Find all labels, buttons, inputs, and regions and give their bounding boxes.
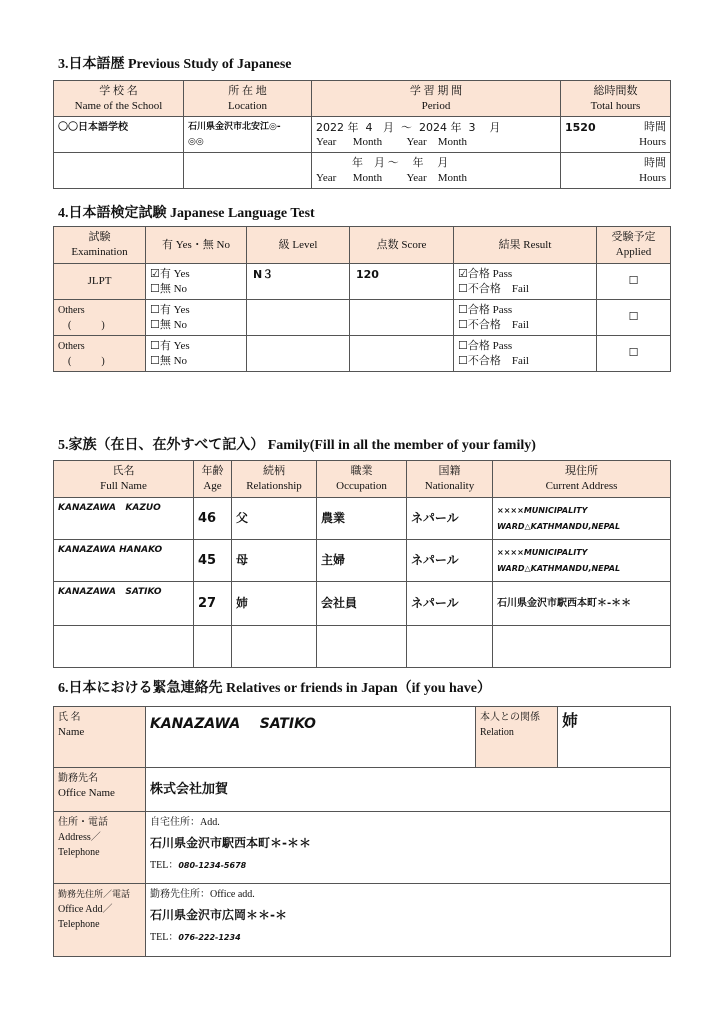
result-options[interactable] [454, 264, 597, 300]
fail-checkbox[interactable]: ☐不合格 Fail [458, 282, 529, 295]
result-options-2[interactable] [454, 300, 597, 336]
office-name-label: 勤務先名 Office Name [54, 768, 146, 812]
office-address-cell [146, 884, 671, 957]
family-nationality-field[interactable]: ネパール [407, 498, 493, 540]
header-level: 級 Level [247, 227, 350, 264]
yes-no-options-2[interactable] [146, 300, 247, 336]
header-nationality: 国籍 Nationality [407, 461, 493, 498]
header-current-address: 現住所 Current Address [493, 461, 671, 498]
level-field-3[interactable] [247, 336, 350, 372]
yes-checkbox[interactable]: ☐有 Yes [150, 303, 190, 316]
office-tel-row: TEL：076-222-1234 [150, 932, 241, 943]
office-address-label: 勤務先住所／電話 Office Add／ Telephone [54, 884, 146, 957]
yes-no-options-3[interactable] [146, 336, 247, 372]
section-3-title: 3.日本語歴 Previous Study of Japanese [58, 57, 292, 72]
applied-checkbox[interactable]: ☐ [597, 264, 671, 300]
score-field-3[interactable] [350, 336, 454, 372]
school-location-field-2[interactable] [184, 153, 312, 189]
family-nationality-field-4[interactable] [407, 626, 493, 668]
pass-checkbox[interactable]: ☑合格 Pass [458, 267, 513, 280]
family-occupation-field-4[interactable] [317, 626, 407, 668]
fail-checkbox[interactable]: ☐不合格 Fail [458, 318, 529, 331]
no-checkbox[interactable]: ☐無 No [150, 318, 188, 331]
total-hours-field-2[interactable]: 時間 Hours [561, 153, 671, 189]
family-name-field-3[interactable]: KANAZAWA SATIKO [54, 582, 194, 626]
header-full-name: 氏名 Full Name [54, 461, 194, 498]
header-exam: 試験 Examination [54, 227, 146, 264]
office-address-field[interactable]: 石川県金沢市広岡＊＊-＊ [150, 908, 287, 922]
family-address-field-4[interactable] [493, 626, 671, 668]
office-name-field[interactable]: 株式会社加賀 [146, 768, 671, 812]
header-total-hours: 総時間数 Total hours [561, 81, 671, 117]
header-score: 点数 Score [350, 227, 454, 264]
header-result: 結果 Result [454, 227, 597, 264]
header-period: 学 習 期 間 Period [312, 81, 561, 117]
home-tel-field[interactable]: 080-1234-5678 [178, 861, 247, 870]
header-occupation: 職業 Occupation [317, 461, 407, 498]
family-address-field-2[interactable]: ××××MUNICIPALITY WARD△KATHMANDU,NEPAL [493, 540, 671, 582]
level-field-2[interactable] [247, 300, 350, 336]
home-address-caption: 自宅住所：Add. [150, 817, 220, 828]
no-checkbox[interactable]: ☐無 No [150, 354, 188, 367]
family-age-field[interactable]: 46 [194, 498, 232, 540]
fail-checkbox[interactable]: ☐不合格 Fail [458, 354, 529, 367]
family-relationship-field-3[interactable]: 姉 [232, 582, 317, 626]
level-field[interactable]: N３ [247, 264, 350, 300]
exam-label-others-2: Others ( ) [54, 336, 146, 372]
family-address-field-3[interactable]: 石川県金沢市駅西本町＊-＊＊ [493, 582, 671, 626]
study-history-table [53, 80, 671, 189]
relation-label: 本人との関係 Relation [476, 707, 558, 768]
school-name-field[interactable]: 〇〇日本語学校 [54, 117, 184, 153]
header-applied: 受験予定 Applied [597, 227, 671, 264]
family-nationality-field-2[interactable]: ネパール [407, 540, 493, 582]
section-6-title: 6.日本における緊急連絡先 Relatives or friends in Japan（if you have） [58, 681, 491, 696]
home-address-cell [146, 812, 671, 884]
family-name-field-2[interactable]: KANAZAWA HANAKO [54, 540, 194, 582]
yes-checkbox[interactable]: ☐有 Yes [150, 339, 190, 352]
family-age-field-2[interactable]: 45 [194, 540, 232, 582]
language-test-table [53, 226, 671, 372]
no-checkbox[interactable]: ☐無 No [150, 282, 188, 295]
applied-checkbox-2[interactable]: ☐ [597, 300, 671, 336]
yes-no-options[interactable] [146, 264, 247, 300]
header-age: 年齢 Age [194, 461, 232, 498]
address-label: 住所・電話 Address／ Telephone [54, 812, 146, 884]
relation-field[interactable]: 姉 [558, 707, 671, 768]
section-4-title: 4.日本語検定試験 Japanese Language Test [58, 206, 315, 221]
family-name-field[interactable]: KANAZAWA KAZUO [54, 498, 194, 540]
family-relationship-field-2[interactable]: 母 [232, 540, 317, 582]
name-label: 氏 名 Name [54, 707, 146, 768]
school-name-field-2[interactable] [54, 153, 184, 189]
pass-checkbox[interactable]: ☐合格 Pass [458, 303, 513, 316]
home-tel-row: TEL：080-1234-5678 [150, 860, 247, 871]
family-relationship-field-4[interactable] [232, 626, 317, 668]
family-table [53, 460, 671, 668]
section-5-title: 5.家族（在日、在外すべて記入） Family(Fill in all the member of your family) [58, 438, 536, 453]
score-field-2[interactable] [350, 300, 454, 336]
family-age-field-3[interactable]: 27 [194, 582, 232, 626]
applied-checkbox-3[interactable]: ☐ [597, 336, 671, 372]
header-location: 所 在 地 Location [184, 81, 312, 117]
family-nationality-field-3[interactable]: ネパール [407, 582, 493, 626]
header-relationship: 続柄 Relationship [232, 461, 317, 498]
emergency-contact-table [53, 706, 671, 957]
school-location-field[interactable]: 石川県金沢市北安江◎- ◎◎ [184, 117, 312, 153]
study-period-field[interactable]: 2022 年 4 月 〜 2024 年 3 月 Year Month Year Month [312, 117, 561, 153]
family-occupation-field-3[interactable]: 会社員 [317, 582, 407, 626]
header-school: 学 校 名 Name of the School [54, 81, 184, 117]
family-age-field-4[interactable] [194, 626, 232, 668]
office-tel-field[interactable]: 076-222-1234 [178, 933, 241, 942]
home-address-field[interactable]: 石川県金沢市駅西本町＊-＊＊ [150, 836, 311, 850]
pass-checkbox[interactable]: ☐合格 Pass [458, 339, 513, 352]
family-relationship-field[interactable]: 父 [232, 498, 317, 540]
study-period-field-2[interactable]: 年 月 〜 年 月 Year Month Year Month [312, 153, 561, 189]
result-options-3[interactable] [454, 336, 597, 372]
score-field[interactable]: 120 [350, 264, 454, 300]
family-occupation-field-2[interactable]: 主婦 [317, 540, 407, 582]
family-address-field[interactable]: ××××MUNICIPALITY WARD△KATHMANDU,NEPAL [493, 498, 671, 540]
contact-name-field[interactable]: KANAZAWA SATIKO [146, 707, 476, 768]
office-address-caption: 勤務先住所：Office add. [150, 889, 255, 900]
yes-checkbox[interactable]: ☑有 Yes [150, 267, 190, 280]
header-yes-no: 有 Yes・無 No [146, 227, 247, 264]
family-occupation-field[interactable]: 農業 [317, 498, 407, 540]
total-hours-field[interactable]: 1520 時間 Hours [561, 117, 671, 153]
exam-label-jlpt: JLPT [54, 264, 146, 300]
family-name-field-4[interactable] [54, 626, 194, 668]
exam-label-others: Others ( ) [54, 300, 146, 336]
